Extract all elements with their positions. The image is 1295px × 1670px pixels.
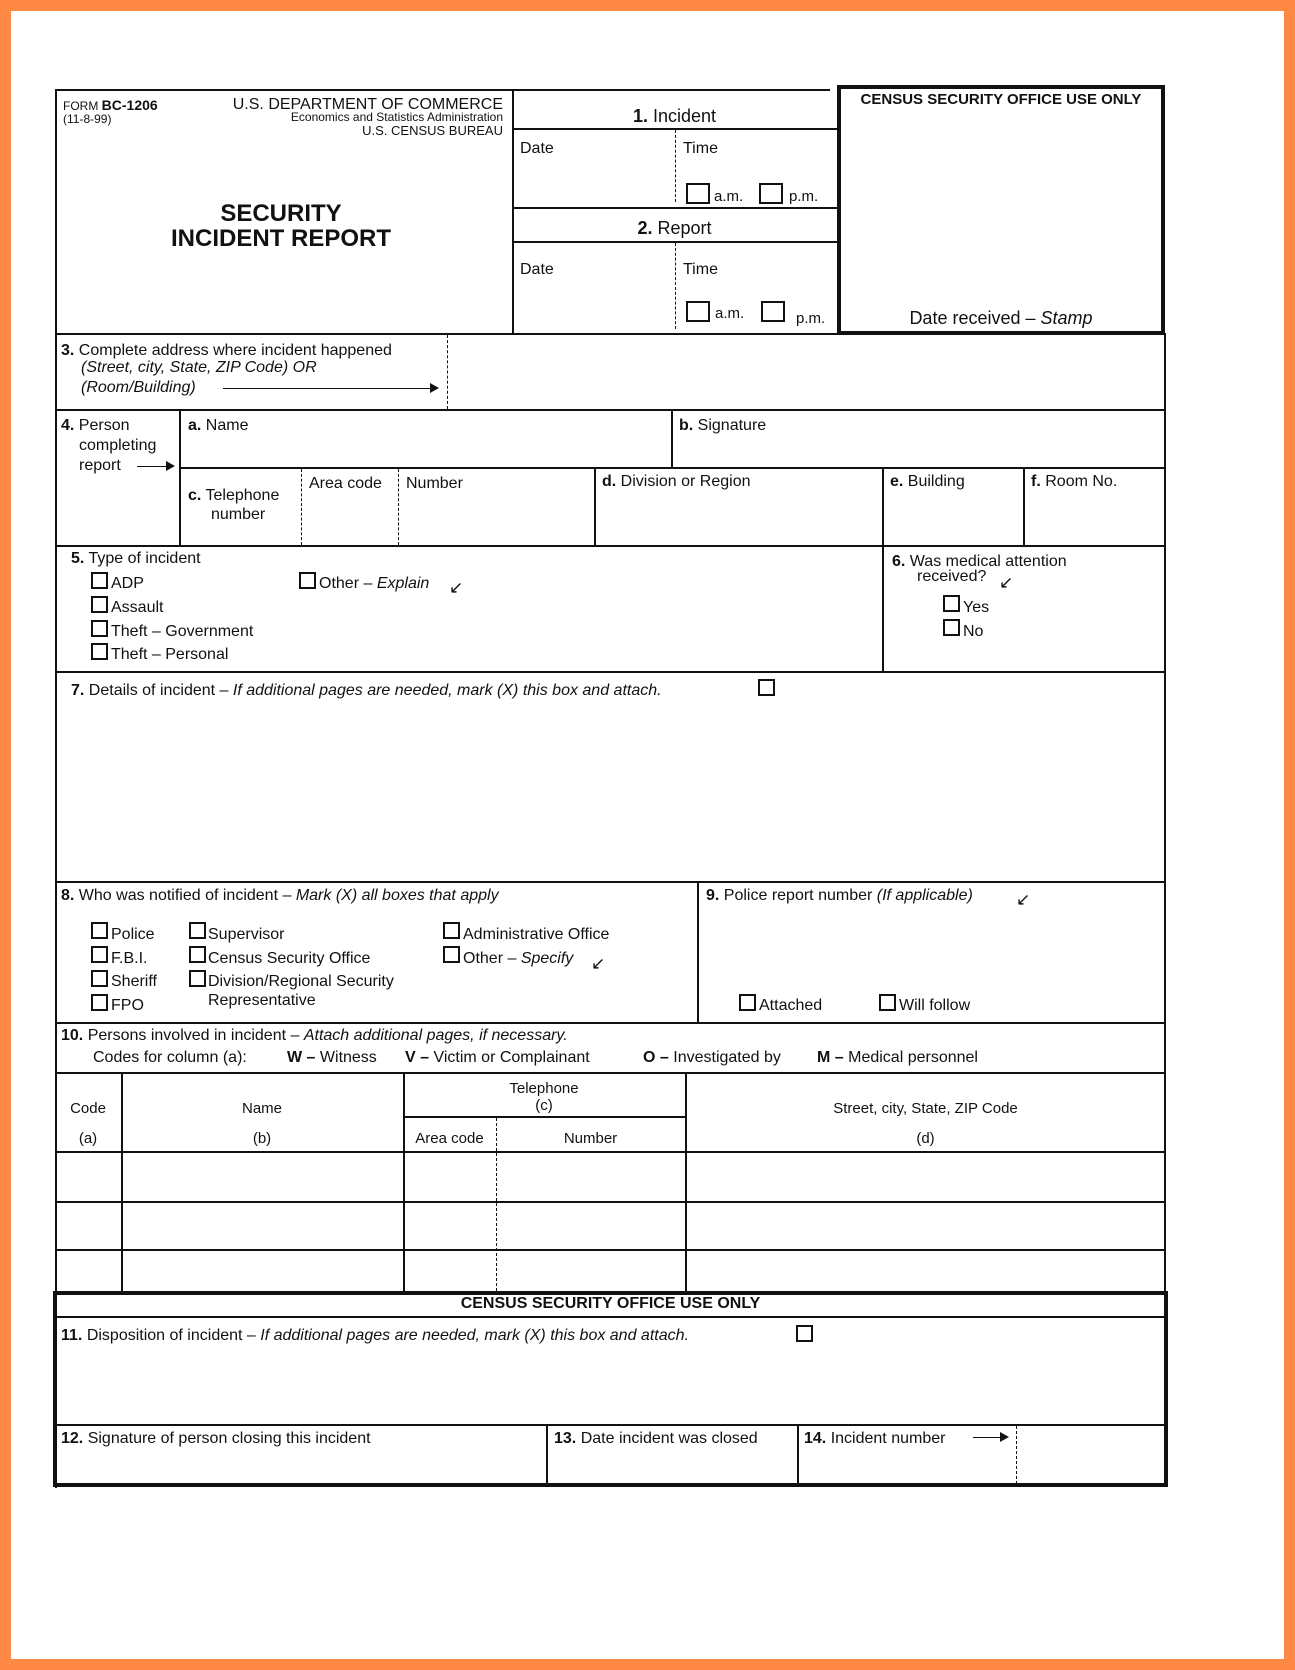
report-time-label: Time [683,261,718,278]
will-follow-label: Will follow [899,997,971,1014]
division-label: d. Division or Region [602,473,751,490]
table-header-rule [55,1151,1166,1153]
medical-no-label: No [963,623,984,640]
telephone-label: c. Telephone [188,487,280,504]
row-rule-5 [55,545,1166,547]
census-security-office-checkbox[interactable] [189,946,206,963]
codes-label: Codes for column (a): [93,1049,247,1066]
address-line1: 3. Complete address where incident happened [61,342,392,359]
report-am-checkbox[interactable] [686,301,710,322]
code-o: O – Investigated by [643,1049,781,1066]
closing-title-rule [55,1316,1166,1318]
col-tel-header: Telephone [509,1080,579,1097]
office-use-title: CENSUS SECURITY OFFICE USE ONLY [860,91,1142,108]
building-label: e. Building [890,473,965,490]
supervisor-checkbox[interactable] [189,922,206,939]
division-security-label: Division/Regional Security [208,973,394,990]
tel-divider-2 [398,469,399,545]
number-label: Number [406,475,463,492]
notified-heading: 8. Who was notified of incident – Mark (X) all boxes that apply [61,887,499,904]
top-border [55,89,830,91]
person-line2: completing [79,437,157,454]
row-rule-4 [55,409,1166,411]
title-line1: SECURITY [220,200,342,227]
will-follow-checkbox[interactable] [879,994,896,1011]
address-line3: (Room/Building) [81,379,196,396]
fpo-checkbox[interactable] [91,994,108,1011]
sheriff-checkbox[interactable] [91,970,108,987]
admin-office-label: Administrative Office [463,926,610,943]
col-name-sub: (b) [252,1130,272,1147]
census-security-office-label: Census Security Office [208,950,371,967]
incident-date-label: Date [520,140,554,157]
table-row-rule-1 [55,1201,1166,1203]
incident-am-label: a.m. [714,188,744,205]
medical-divider [882,545,884,671]
col-code-header: Code [70,1100,106,1117]
closing-signature-label: 12. Signature of person closing this incident [61,1430,371,1447]
medical-yes-checkbox[interactable] [943,595,960,612]
telephone-label-line2: number [211,506,266,523]
incident-number-divider [1016,1426,1017,1484]
col-area-code-header: Area code [415,1130,484,1147]
address-arrow [223,388,437,389]
row-rule-7 [55,671,1166,673]
notified-other-checkbox[interactable] [443,946,460,963]
incident-am-checkbox[interactable] [686,183,710,204]
title-line2: INCIDENT REPORT [170,225,391,252]
fpo-label: FPO [111,997,144,1014]
table-top-rule [55,1072,1166,1074]
attached-checkbox[interactable] [739,994,756,1011]
other-type-checkbox[interactable] [299,572,316,589]
report-date-time-divider [675,243,676,329]
person-line1: 4. Person [61,417,130,434]
fbi-checkbox[interactable] [91,946,108,963]
down-arrow-icon: ↙ [1016,890,1031,909]
col-tel-sub: (c) [535,1097,553,1114]
col-code-sub: (a) [78,1130,98,1147]
form-page [11,11,1284,1659]
admin-name: Economics and Statistics Administration [290,110,503,124]
assault-label: Assault [111,599,164,616]
person-mid-rule [179,467,1166,469]
dept-name: U.S. DEPARTMENT OF COMMERCE [232,96,503,113]
report-pm-checkbox[interactable] [761,301,785,322]
down-arrow-icon: ↙ [591,954,606,973]
details-attach-checkbox[interactable] [758,679,775,696]
police-label: Police [111,926,155,943]
area-code-label: Area code [309,475,382,492]
adp-label: ADP [111,575,144,592]
tel-header-rule [403,1116,685,1118]
attached-label: Attached [759,997,823,1014]
code-v: V – Victim or Complainant [405,1049,590,1066]
incident-number-arrow [973,1437,1007,1438]
division-security-checkbox[interactable] [189,970,206,987]
name-sig-divider [671,409,673,467]
medical-heading-line2: received? [917,568,987,585]
adp-checkbox[interactable] [91,572,108,589]
fbi-label: F.B.I. [111,950,148,967]
police-divider [697,881,699,1022]
sheriff-label: Sheriff [111,973,157,990]
bureau-name: U.S. CENSUS BUREAU [362,123,503,138]
assault-checkbox[interactable] [91,596,108,613]
person-col-divider [179,409,181,545]
incident-date-time-divider [675,130,676,202]
room-label: f. Room No. [1031,473,1118,490]
closing-office-box [53,1291,1168,1487]
other-type-label: Other – Explain [319,575,430,592]
code-w: W – Witness [287,1049,377,1066]
theft-personal-label: Theft – Personal [111,646,229,663]
medical-no-checkbox[interactable] [943,619,960,636]
incident-type-heading: 5. Type of incident [71,550,201,567]
col-street-sub: (d) [916,1130,935,1147]
disposition-heading: 11. Disposition of incident – If additional pages are needed, mark (X) this box and attach. [61,1327,689,1344]
notified-other-label: Other – Specify [463,950,574,967]
bldg-divider [882,467,884,545]
form-label: FORM BC-1206 [63,97,158,113]
incident-time-label: Time [683,140,718,157]
details-heading: 7. Details of incident – If additional pages are needed, mark (X) this box and attach. [71,682,662,699]
date-received-label: Date received – Stamp [909,308,1093,328]
office-use-box [837,85,1165,335]
theft-government-label: Theft – Government [111,623,254,640]
div-divider [594,467,596,545]
disposition-attach-checkbox[interactable] [796,1325,813,1342]
room-divider [1023,467,1025,545]
report-am-label: a.m. [715,305,745,322]
report-heading: 2. Report [637,218,712,238]
col-name-header: Name [241,1100,282,1117]
admin-office-checkbox[interactable] [443,922,460,939]
closing-col-2 [797,1424,799,1486]
theft-personal-checkbox[interactable] [91,643,108,660]
medical-heading: 6. Was medical attention [892,553,1067,570]
incident-pm-checkbox[interactable] [759,183,783,204]
incident-heading: 1. Incident [632,106,717,126]
division-security-label-cont: Representative [208,992,316,1009]
person-line3: report [79,457,121,474]
left-border [55,89,57,1488]
tel-divider-1 [301,469,302,545]
supervisor-label: Supervisor [208,926,285,943]
down-arrow-icon: ↙ [449,578,464,597]
incident-number-label: 14. Incident number [804,1430,946,1447]
code-m: M – Medical personnel [817,1049,978,1066]
closing-lower-rule [55,1424,1166,1426]
closing-office-title: CENSUS SECURITY OFFICE USE ONLY [460,1295,761,1312]
address-line2: (Street, city, State, ZIP Code) OR [81,359,317,376]
col-street-header: Street, city, State, ZIP Code [833,1100,1018,1117]
report-date-label: Date [520,261,554,278]
police-report-heading: 9. Police report number (If applicable) [706,887,973,904]
table-row-rule-2 [55,1249,1166,1251]
row-rule-8 [55,881,1166,883]
closing-col-1 [546,1424,548,1486]
form-date: (11-8-99) [63,112,112,126]
incident-pm-label: p.m. [789,188,819,205]
report-pm-label: p.m. [796,310,826,327]
col-number-header: Number [563,1130,618,1147]
medical-yes-label: Yes [963,599,990,616]
incident-bottom-rule [512,207,837,209]
police-checkbox[interactable] [91,922,108,939]
signature-label: b. Signature [679,417,767,434]
row-rule-10 [55,1022,1166,1024]
address-divider [447,335,448,409]
date-closed-label: 13. Date incident was closed [554,1430,758,1447]
person-arrow [137,466,173,467]
theft-government-checkbox[interactable] [91,620,108,637]
down-arrow-icon: ↙ [999,573,1014,592]
name-label: a. Name [188,417,249,434]
persons-heading: 10. Persons involved in incident – Attach additional pages, if necessary. [61,1027,568,1044]
